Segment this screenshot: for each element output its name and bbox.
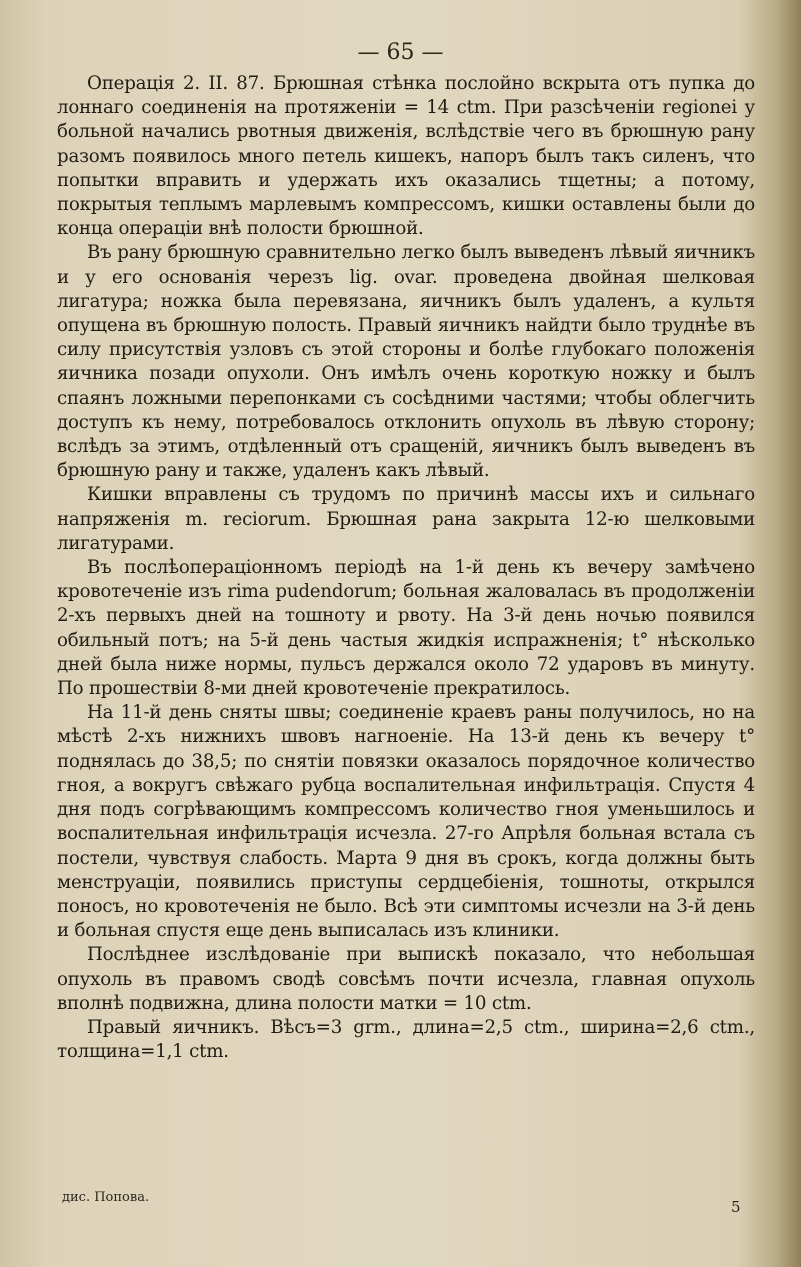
body-text (57, 72, 755, 1064)
page-number: — 65 — (357, 40, 444, 65)
paragraph-day-11: На 11-й день сняты швы; соединеніе краевъ раны получилось, но на мѣстѣ 2-хъ нижнихъ швовъ нагноеніе. На 13-й день къ вечеру t° поднялась до 38,5; по снятіи повязки оказалось порядочное количество гноя, а вокругъ свѣжаго рубца воспалительная инфильтрація. Спустя 4 дня подъ согрѣвающимъ компрессомъ количество гноя уменьшилось и воспалительная инфильтрація исчезла. 27-го Апрѣля больная встала съ постели, чувствуя слабость. Марта 9 дня въ срокъ, когда должны быть менструаціи, появились приступы сердцебіенія, тошноты, открылся поносъ, но кровотеченія не было. Всѣ эти симптомы исчезли на 3-й день и больная спустя еще день выписалась изъ клиники. (57, 702, 755, 942)
paragraph-right-ovary: Правый яичникъ. Вѣсъ=3 grm., длина=2,5 ctm., ширина=2,6 ctm., толщина=1,1 ctm. (57, 1016, 755, 1063)
paragraph-postop: Въ послѣоперaціонномъ періодѣ на 1-й день къ вечеру замѣчено кровотеченіе изъ rima pudendorum; больная жаловалась въ продолженіи 2-хъ первыхъ дней на тошноту и рвоту. На 3-й день ночью появился обильный потъ; на 5-й день частыя жидкія испражненія; t° нѣсколько дней была ниже нормы, пульсъ держался около 72 ударовъ въ минуту. По прошествіи 8-ми дней кровотеченіе прекратилось. (57, 557, 755, 700)
footer-signature: дис. Попова. (62, 1190, 150, 1205)
paragraph-operation: Операція 2. II. 87. Брюшная стѣнка послойно вскрыта отъ пупка до лоннаго соединенія на протяженіи = 14 ctm. При разсѣченіи regioneі у больной начались рвотныя движенія, вслѣдствіе чего въ брюшную рану разомъ появилось много петель кишекъ, напоръ былъ такъ силенъ, что попытки вправить и удержать ихъ оказались тщетны; а потому, покрытыя теплымъ марлевымъ компрессомъ, кишки оставлены были до конца операціи внѣ полости брюшной. (57, 73, 755, 240)
paragraph-final-exam: Послѣднее изслѣдованіе при выпискѣ показало, что небольшая опухоль въ правомъ сводѣ совсѣмъ почти исчезла, главная опухоль вполнѣ подвижна, длина полости матки = 10 ctm. (57, 944, 755, 1014)
paragraph-intestines: Кишки вправлены съ трудомъ по причинѣ массы ихъ и сильнаго напряженія m. recіorum. Брюшная рана закрыта 12-ю шелковыми лигатурами. (57, 484, 755, 554)
signature-number: 5 (731, 1198, 741, 1216)
paragraph-ovary-removal: Въ рану брюшную сравнительно легко былъ выведенъ лѣвый яичникъ и у его основанія черезъ lig. ovar. проведена двойная шелковая лигатура; ножка была перевязана, яичникъ былъ удаленъ, а культя опущена въ брюшную полость. Правый яичникъ найдти было труднѣе въ силу присутствія узловъ съ этой стороны и болѣе глубокаго положенія яичника позади опухоли. Онъ имѣлъ очень короткую ножку и былъ спаянъ ложными перепонками съ сосѣдними частями; чтобы облегчить доступъ къ нему, потребовалось отклонить опухоль въ лѣвую сторону; вслѣдъ за этимъ, отдѣленный отъ сращеній, яичникъ былъ выведенъ въ брюшную рану и также, удаленъ какъ лѣвый. (57, 242, 755, 482)
